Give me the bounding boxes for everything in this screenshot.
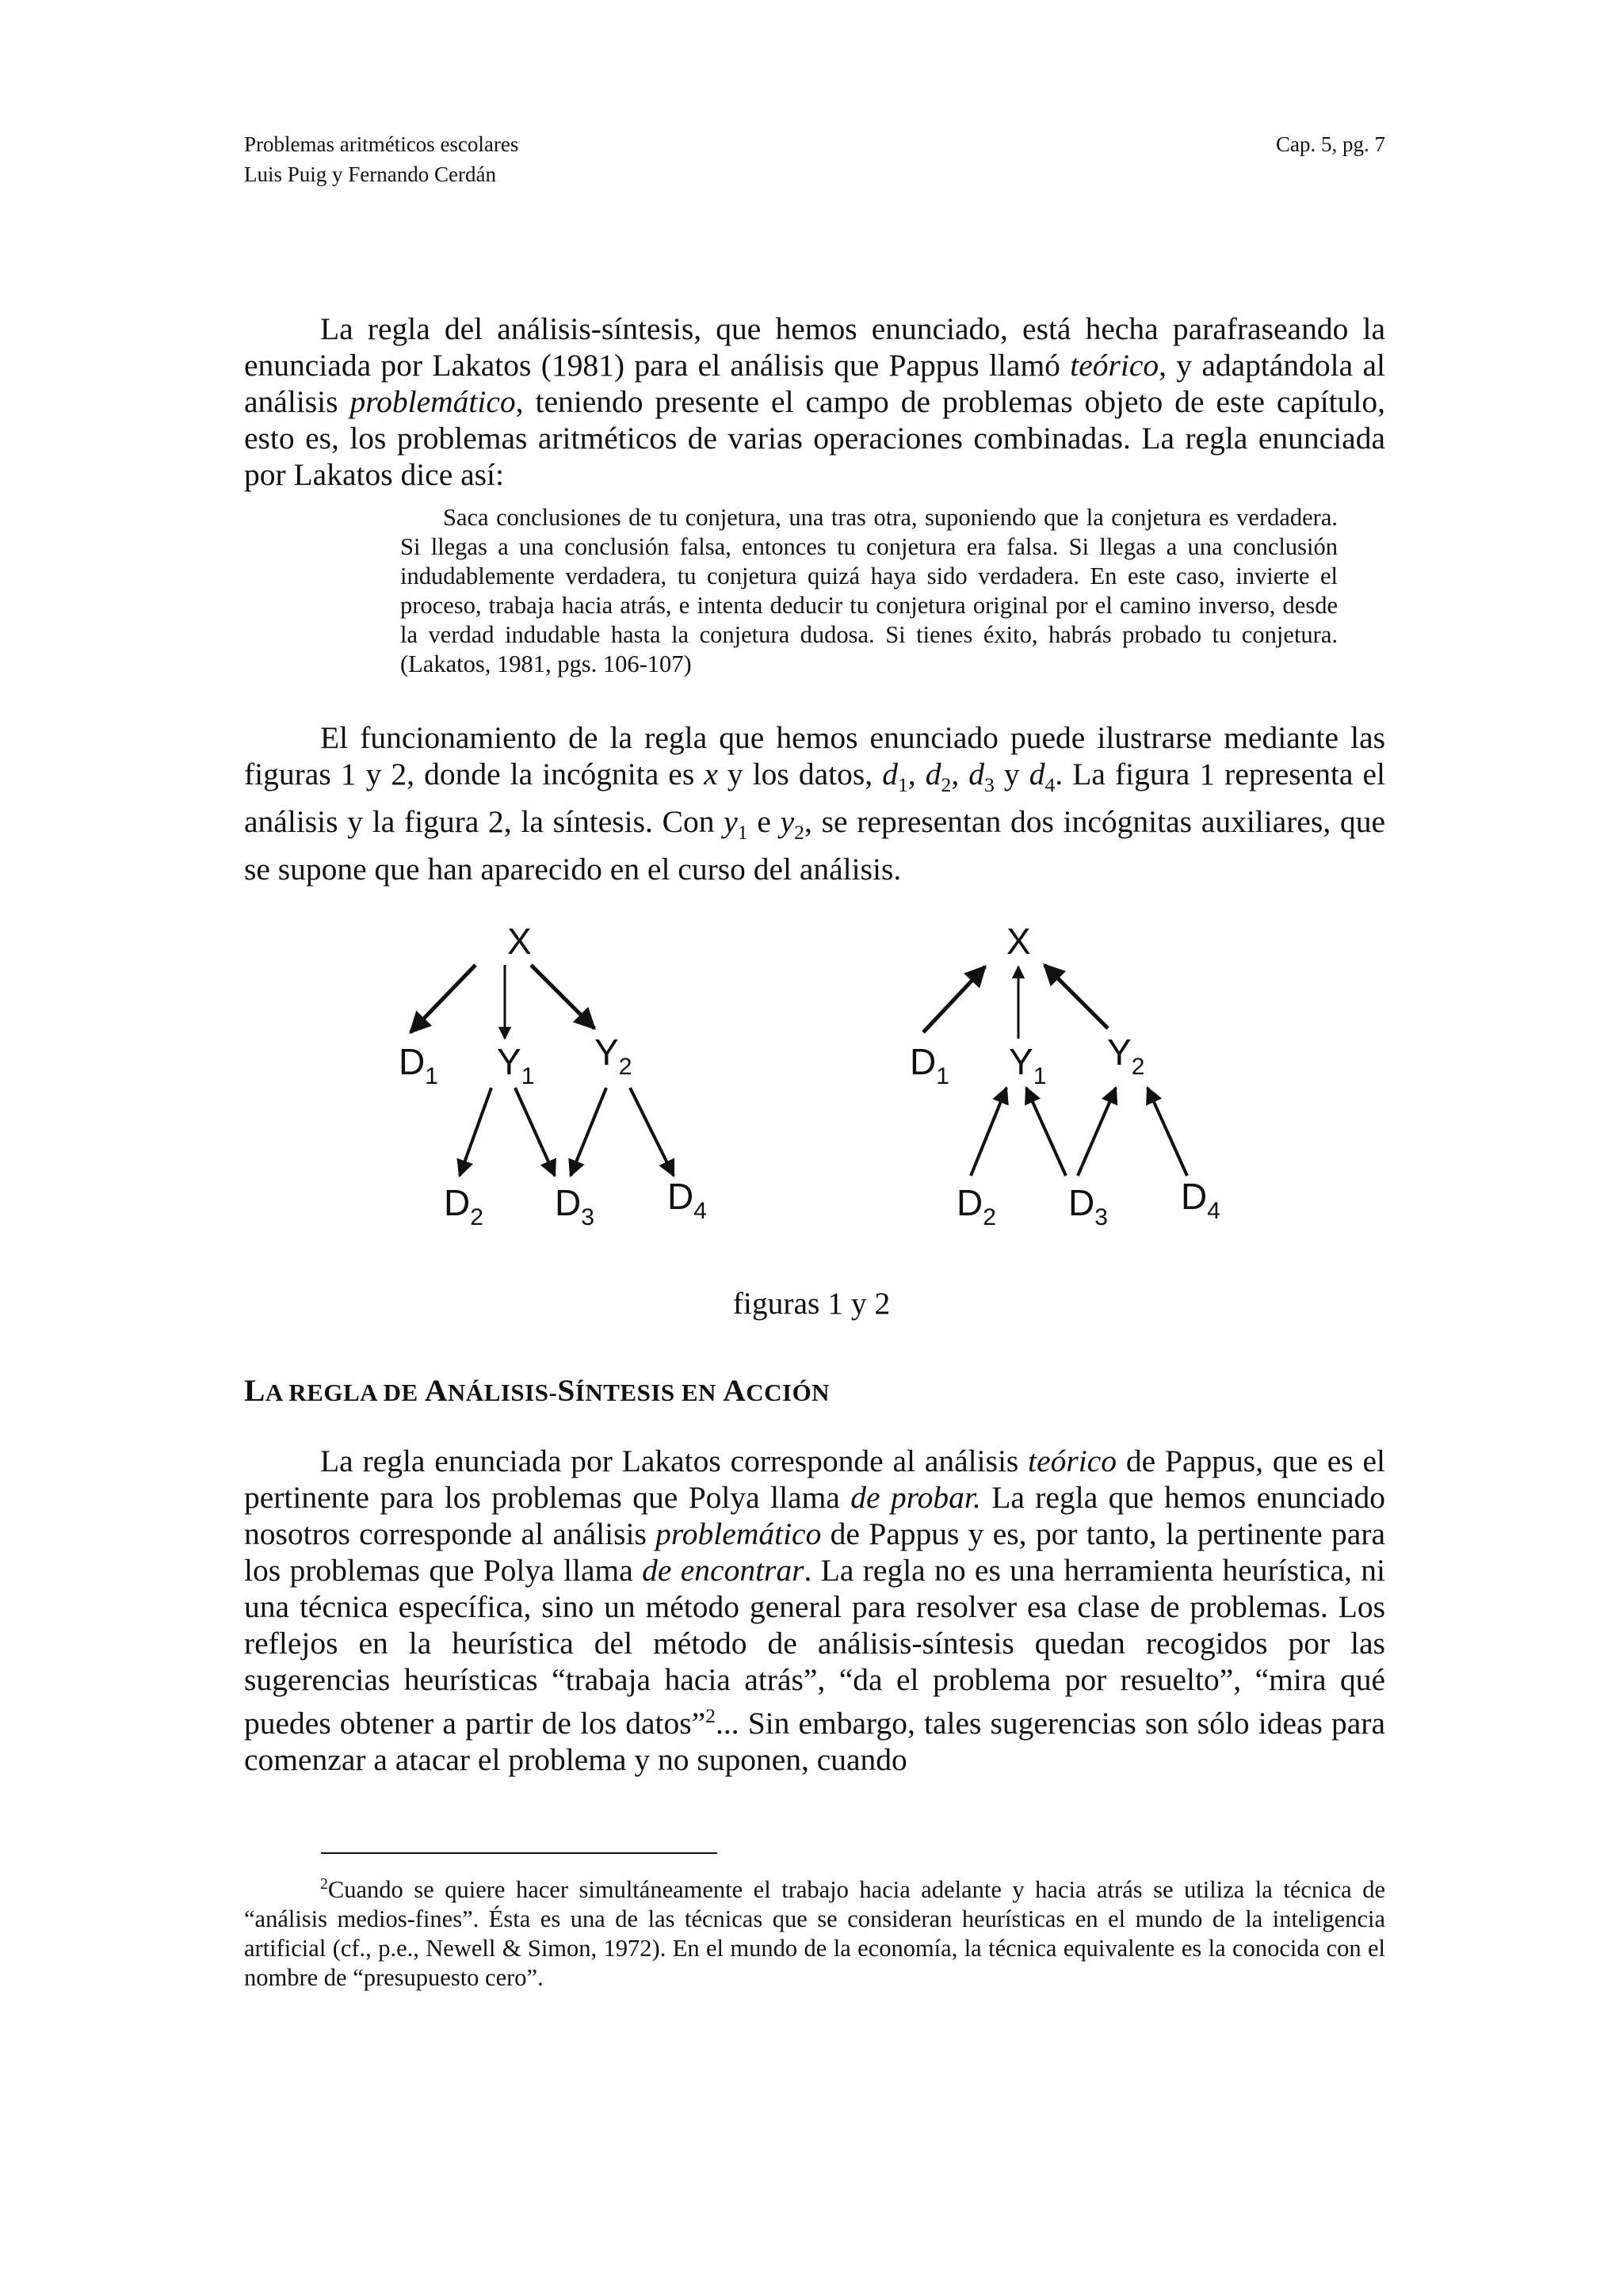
footnote-ref: 2 [705, 1704, 716, 1727]
arrow-y1-d2 [460, 1088, 491, 1176]
node-d4: $D_4$ [667, 1176, 707, 1224]
arrow-y2-d3 [571, 1088, 606, 1176]
node-d1: $D_1$ [399, 1041, 438, 1089]
node-y2: $Y_2$ [594, 1032, 632, 1080]
node-d1: $D_1$ [910, 1041, 949, 1089]
book-title: Problemas aritméticos escolares [244, 132, 519, 156]
arrow-y1-d3 [515, 1088, 555, 1176]
node-x: X [1006, 921, 1031, 962]
arrow-d3-y2 [1078, 1088, 1116, 1176]
node-y2: $Y_2$ [1107, 1032, 1145, 1080]
node-d3: $D_3$ [1068, 1182, 1108, 1230]
page-number: Cap. 5, pg. 7 [1276, 132, 1385, 156]
running-header-left [244, 129, 518, 189]
node-d2: $D_2$ [957, 1182, 996, 1230]
arrow-x-y2 [531, 965, 594, 1028]
arrow-d2-y1 [971, 1088, 1006, 1176]
arrow-d1-x [923, 967, 985, 1032]
paragraph-figures-intro: El funcionamiento de la regla que hemos enunciado puede ilustrarse mediante las figuras 1 y 2, donde la incógnita es x y los datos, $d_1$, $d_2$, $d_3$ y $d_4$. La figura 1 representa el análisis y la figura 2, la síntesis. Con $y_1$ e $y_2$, se representan dos incógnitas auxiliares, que se supone que han aparecido en el curso del análisis. [244, 720, 1386, 887]
figure-1-analysis [399, 921, 707, 1230]
section-heading: LA REGLA DE ANÁLISIS-SÍNTESIS EN ACCIÓN [244, 1373, 831, 1408]
footnote-number: 2 [320, 1875, 328, 1893]
book-authors: Luis Puig y Fernando Cerdán [244, 162, 496, 186]
footnote: $^2$Cuando se quiere hacer simultáneamente el trabajo hacia adelante y hacia atrás se utiliza la técnica de “análisis medios-fines”. Ésta es una de las técnicas que se consideran heurísticas en el mundo de la inteligencia artificial (cf., p.e., Newell & Simon, 1972). En el mundo de la economía, la técnica equivalente es la conocida con el nombre de “presupuesto cero”. [244, 1875, 1385, 1992]
paragraph-rule-in-action: La regla enunciada por Lakatos corresponde al análisis teórico de Pappus, que es el pertinente para los problemas que Polya llama de probar. La regla que hemos enunciado nosotros corresponde al análisis problemático de Pappus y es, por tanto, la pertinente para los problemas que Polya llama de encontrar. La regla no es una herramienta heurística, ni una técnica específica, sino un método general para resolver esa clase de problemas. Los reflejos en la heurística del método de análisis-síntesis quedan recogidos por las sugerencias heurísticas “trabaja hacia atrás”, “da el problema por resuelto”, “mira qué puedes obtener a partir de los datos”$^2$... Sin embargo, tales sugerencias son sólo ideas para comenzar a atacar el problema y no suponen, cuando [244, 1444, 1386, 1778]
arrow-d4-y2 [1148, 1088, 1187, 1176]
arrow-y2-d4 [630, 1088, 674, 1176]
paragraph-analysis-rule: La regla del análisis-síntesis, que hemos enunciado, está hecha parafraseando la enunciada por Lakatos (1981) para el análisis que Pappus llamó teórico, y adaptándola al análisis problemático, teniendo presente el campo de problemas objeto de este capítulo, esto es, los problemas aritméticos de varias operaciones combinadas. La regla enunciada por Lakatos dice así: [244, 311, 1386, 492]
node-d2: $D_2$ [444, 1182, 483, 1230]
arrow-y2-x [1044, 965, 1108, 1028]
arrow-x-d1 [411, 965, 475, 1032]
lakatos-quote: Saca conclusiones de tu conjetura, una tras otra, suponiendo que la conjetura es verdadera. Si llegas a una conclusión falsa, entonces tu conjetura era falsa. Si llegas a una conclusión indudablemente verdadera, tu conjetura quizá haya sido verdadera. En este caso, invierte el proceso, trabaja hacia atrás, e intenta deducir tu conjetura original por el camino inverso, desde la verdad indudable hasta la conjetura dudosa. Si tienes éxito, habrás probado tu conjetura. (Lakatos, 1981, pgs. 106-107) [400, 504, 1338, 677]
node-y1: $Y_1$ [1009, 1041, 1047, 1089]
footnote-separator [321, 1852, 717, 1854]
analysis-synthesis-figure [380, 910, 1268, 1258]
figure-caption: figuras 1 y 2 [732, 1286, 891, 1321]
arrow-d3-y1 [1026, 1088, 1066, 1176]
figure-2-synthesis [910, 921, 1220, 1230]
node-x: X [507, 921, 532, 962]
node-y1: $Y_1$ [497, 1041, 535, 1089]
node-d3: $D_3$ [555, 1182, 594, 1230]
node-d4: $D_4$ [1181, 1176, 1220, 1224]
